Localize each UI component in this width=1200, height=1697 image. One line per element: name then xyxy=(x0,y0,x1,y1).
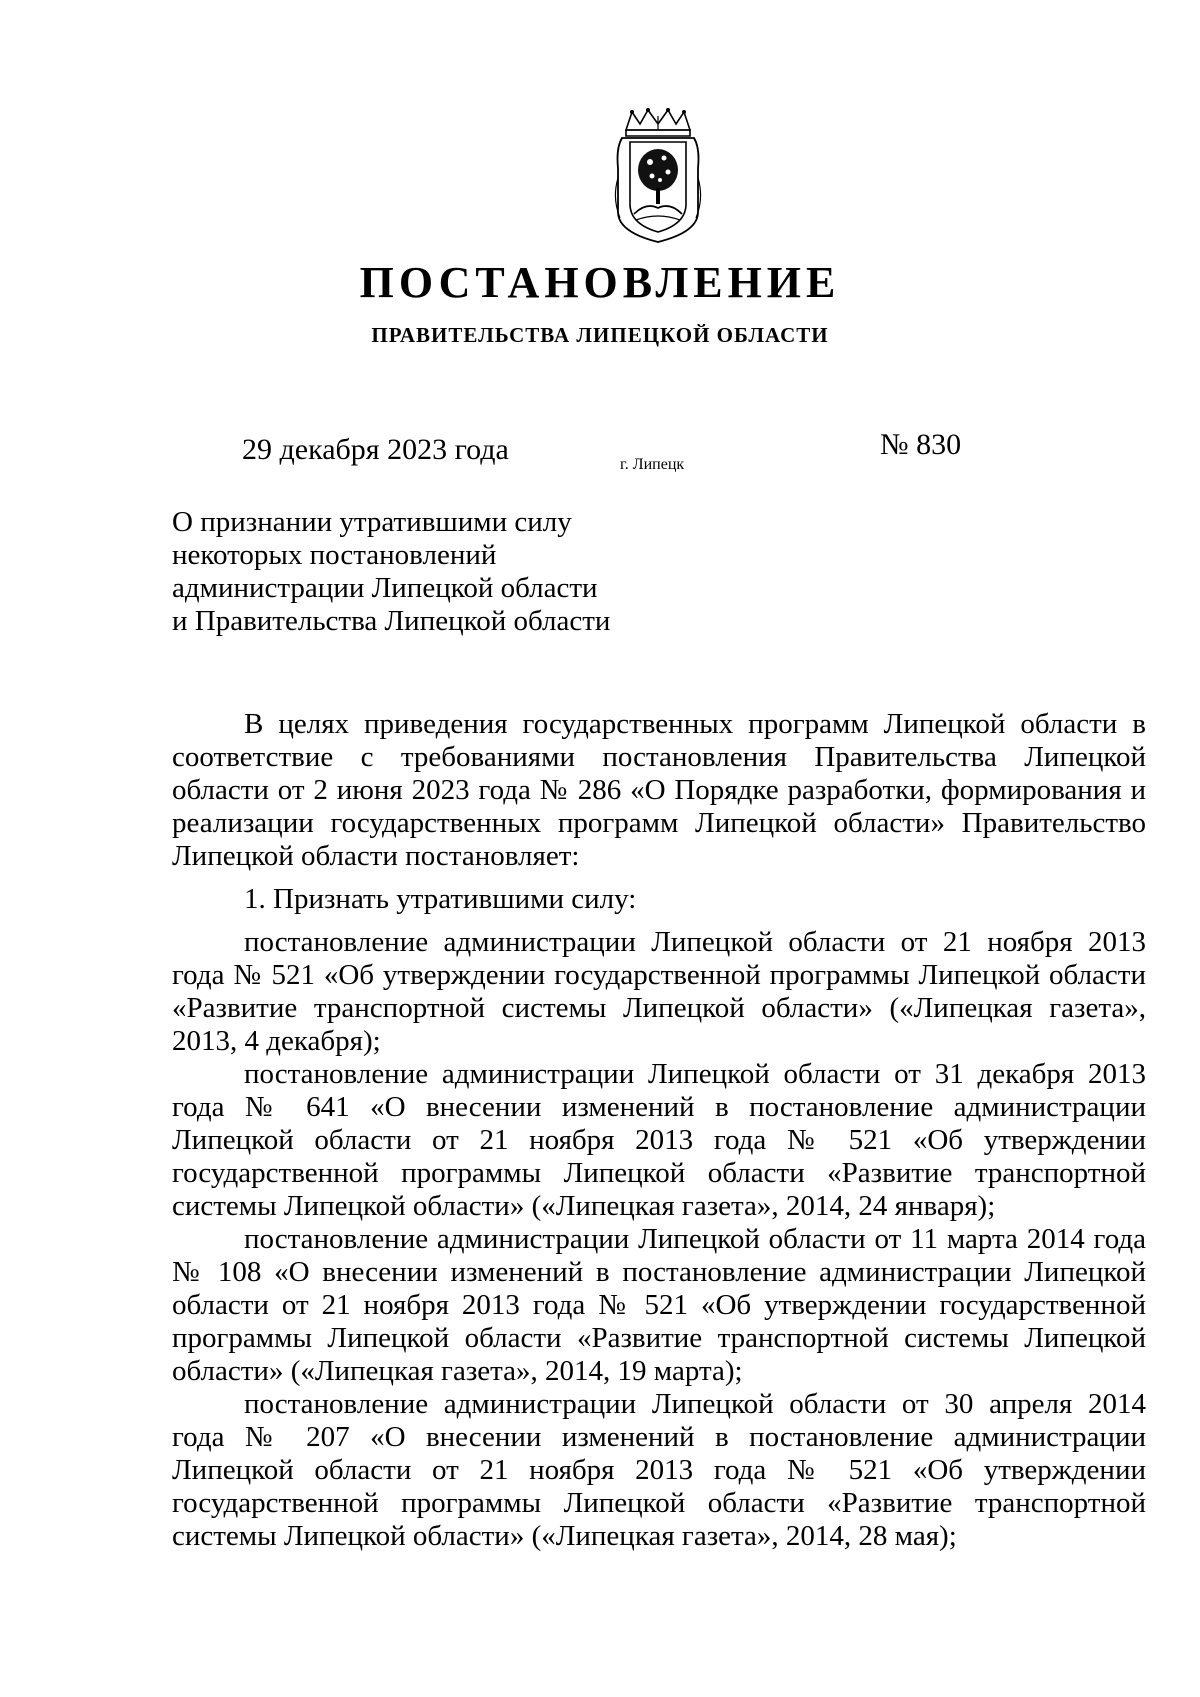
preamble-paragraph: В целях приведения государственных программ Липецкой области в соответствие с требованиями постановления Правительства Липецкой области от 2 июня 2023 года № 286 «О Порядке разработки, формирования и реализации государственных программ Липецкой области» Правительство Липецкой области постановляет: xyxy=(172,708,1146,872)
repealed-act-item: постановление администрации Липецкой области от 21 ноября 2013 года № 521 «Об утверждении государственной программы Липецкой области «Развитие транспортной системы Липецкой области» («Липецкая газета», 2013, 4 декабря); xyxy=(172,926,1146,1057)
document-number: № 830 xyxy=(880,428,962,461)
coat-of-arms-icon xyxy=(612,108,704,248)
document-subject xyxy=(172,506,652,638)
subject-line: и Правительства Липецкой области xyxy=(172,605,611,637)
repealed-act-item: постановление администрации Липецкой области от 30 апреля 2014 года № 207 «О внесении изменений в постановление администрации Липецкой области от 21 ноября 2013 года № 521 «Об утверждении государственной программы Липецкой области «Развитие транспортной системы Липецкой области» («Липецкая газета», 2014, 28 мая); xyxy=(172,1388,1146,1552)
repealed-act-item: постановление администрации Липецкой области от 31 декабря 2013 года № 641 «О внесении изменений в постановление администрации Липецкой области от 21 ноября 2013 года № 521 «Об утверждении государственной программы Липецкой области «Развитие транспортной системы Липецкой области» («Липецкая газета», 2014, 24 января); xyxy=(172,1058,1146,1222)
repealed-act-item: постановление администрации Липецкой области от 11 марта 2014 года № 108 «О внесении изменений в постановление администрации Липецкой области от 21 ноября 2013 года № 521 «Об утверждении государственной программы Липецкой области «Развитие транспортной системы Липецкой области» («Липецкая газета», 2014, 19 марта); xyxy=(172,1223,1146,1387)
document-body xyxy=(172,708,1146,1553)
subject-line: О признании утратившими силу xyxy=(172,506,572,538)
clause-heading: 1. Признать утратившими силу: xyxy=(244,883,637,915)
issuing-authority: ПРАВИТЕЛЬСТВА ЛИПЕЦКОЙ ОБЛАСТИ xyxy=(371,323,829,347)
subject-line: некоторых постановлений xyxy=(172,539,497,571)
subject-line: администрации Липецкой области xyxy=(172,572,598,604)
document-title: ПОСТАНОВЛЕНИЕ xyxy=(359,258,841,307)
document-city: г. Липецк xyxy=(620,456,685,473)
document-date: 29 декабря 2023 года xyxy=(242,433,509,466)
